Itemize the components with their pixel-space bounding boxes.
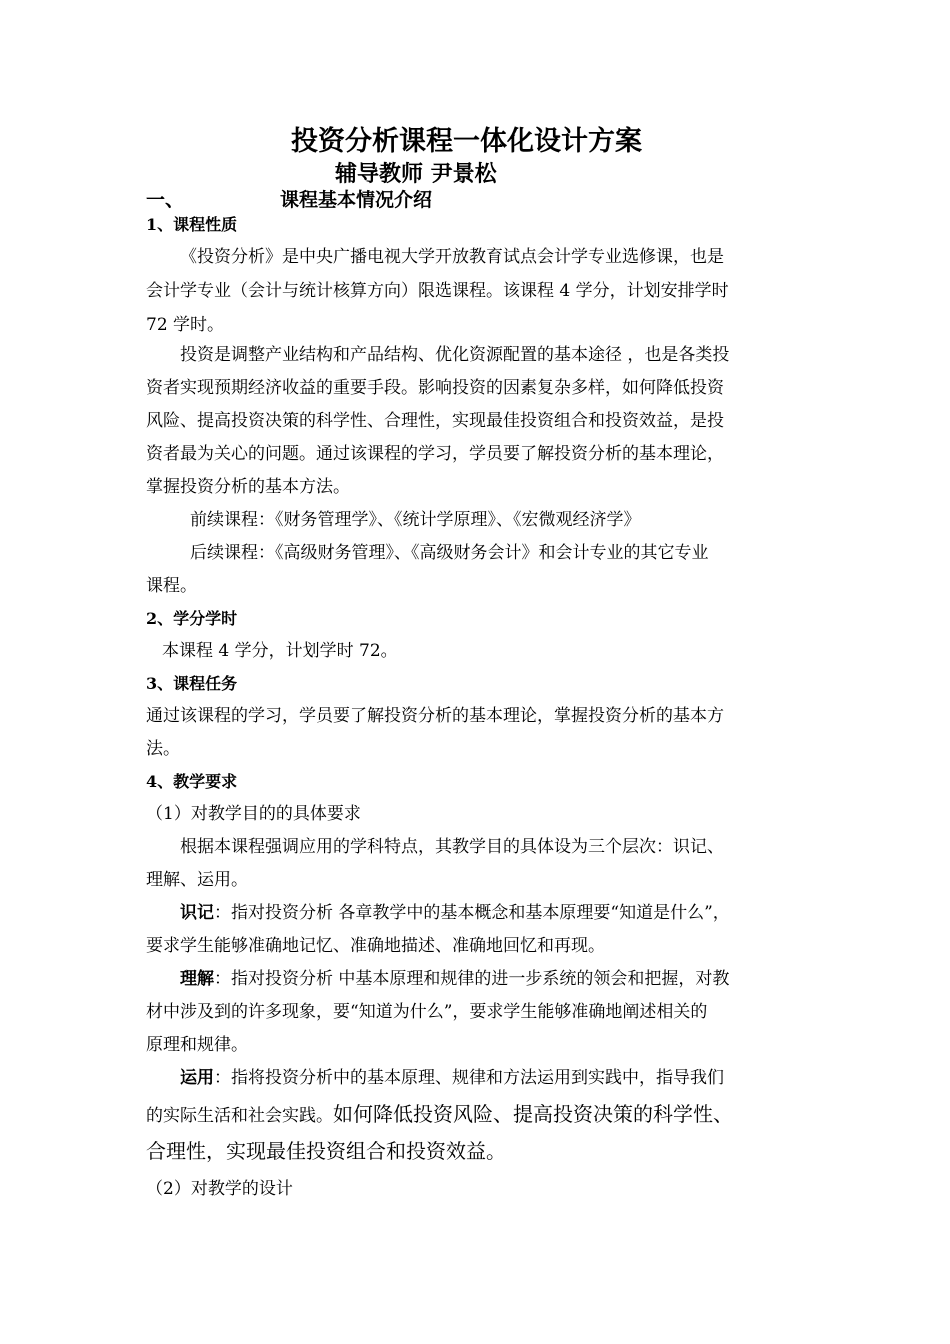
paragraph-line: 本课程 4 学分，计划学时 72。 xyxy=(162,641,398,661)
term-definition: ：指将投资分析中的基本原理、规律和方法运用到实践中，指导我们 xyxy=(214,1068,724,1088)
paragraph-line xyxy=(180,902,730,924)
paragraph-line xyxy=(180,968,729,990)
paragraph-line: 资者最为关心的问题。通过该课程的学习，学员要了解投资分析的基本理论， xyxy=(146,444,724,464)
paragraph-line: 风险、提高投资决策的科学性、合理性，实现最佳投资组合和投资效益，是投 xyxy=(146,411,724,431)
paragraph-line: 《投资分析》是中央广播电视大学开放教育试点会计学专业选修课，也是 xyxy=(180,247,724,267)
subheading-design: （2）对教学的设计 xyxy=(146,1179,293,1199)
paragraph-line: 材中涉及到的许多现象，要“知道为什么”，要求学生能够准确地阐述相关的 xyxy=(146,1002,708,1022)
paragraph-line: 会计学专业（会计与统计核算方向）限选课程。该课程 4 学分，计划安排学时 xyxy=(146,281,729,301)
term-understand: 理解 xyxy=(180,969,214,989)
paragraph-line xyxy=(146,1101,733,1127)
follow-up-courses: 后续课程：《高级财务管理》、《高级财务会计》和会计专业的其它专业 xyxy=(190,543,709,563)
paragraph-line: 课程。 xyxy=(146,576,197,596)
document-subtitle: 辅导教师 尹景松 xyxy=(335,161,497,187)
heading-course-tasks: 3、课程任务 xyxy=(146,674,238,693)
text-segment: 的实际生活和社会实践。 xyxy=(146,1106,333,1126)
paragraph-line: 根据本课程强调应用的学科特点，其教学目的具体设为三个层次：识记、 xyxy=(180,837,724,857)
section-heading-1 xyxy=(146,188,432,212)
paragraph-line: 理解、运用。 xyxy=(146,870,248,890)
paragraph-line: 72 学时。 xyxy=(146,315,225,335)
paragraph-line: 法。 xyxy=(146,739,180,759)
term-memorize: 识记 xyxy=(180,903,214,923)
paragraph-line: 资者实现预期经济收益的重要手段。影响投资的因素复杂多样，如何降低投资 xyxy=(146,378,724,398)
paragraph-line: 通过该课程的学习，学员要了解投资分析的基本理论，掌握投资分析的基本方 xyxy=(146,706,724,726)
document-title: 投资分析课程一体化设计方案 xyxy=(291,126,642,157)
heading-teaching-requirements: 4、教学要求 xyxy=(146,772,238,791)
term-apply: 运用 xyxy=(180,1068,214,1088)
paragraph-line: 合理性，实现最佳投资组合和投资效益。 xyxy=(146,1139,506,1163)
term-definition: ：指对投资分析 中基本原理和规律的进一步系统的领会和把握，对教 xyxy=(214,969,730,989)
paragraph-line xyxy=(180,1067,724,1089)
paragraph-line: 投资是调整产业结构和产品结构、优化资源配置的基本途径 ，也是各类投 xyxy=(180,345,730,365)
prerequisite-courses: 前续课程：《财务管理学》、《统计学原理》、《宏微观经济学》 xyxy=(190,510,641,530)
term-definition: ：指对投资分析 各章教学中的基本概念和基本原理要“知道是什么”， xyxy=(214,903,730,923)
text-segment-large: 如何降低投资风险、提高投资决策的科学性、 xyxy=(333,1102,733,1126)
section-number: 一、 xyxy=(146,189,185,211)
paragraph-line: 原理和规律。 xyxy=(146,1035,248,1055)
section-title: 课程基本情况介绍 xyxy=(280,189,433,211)
paragraph-line: 要求学生能够准确地记忆、准确地描述、准确地回忆和再现。 xyxy=(146,936,605,956)
subheading-objectives: （1）对教学目的的具体要求 xyxy=(146,804,361,824)
heading-course-nature: 1、课程性质 xyxy=(146,215,238,234)
heading-credits-hours: 2、学分学时 xyxy=(146,609,238,628)
paragraph-line: 掌握投资分析的基本方法。 xyxy=(146,477,350,497)
